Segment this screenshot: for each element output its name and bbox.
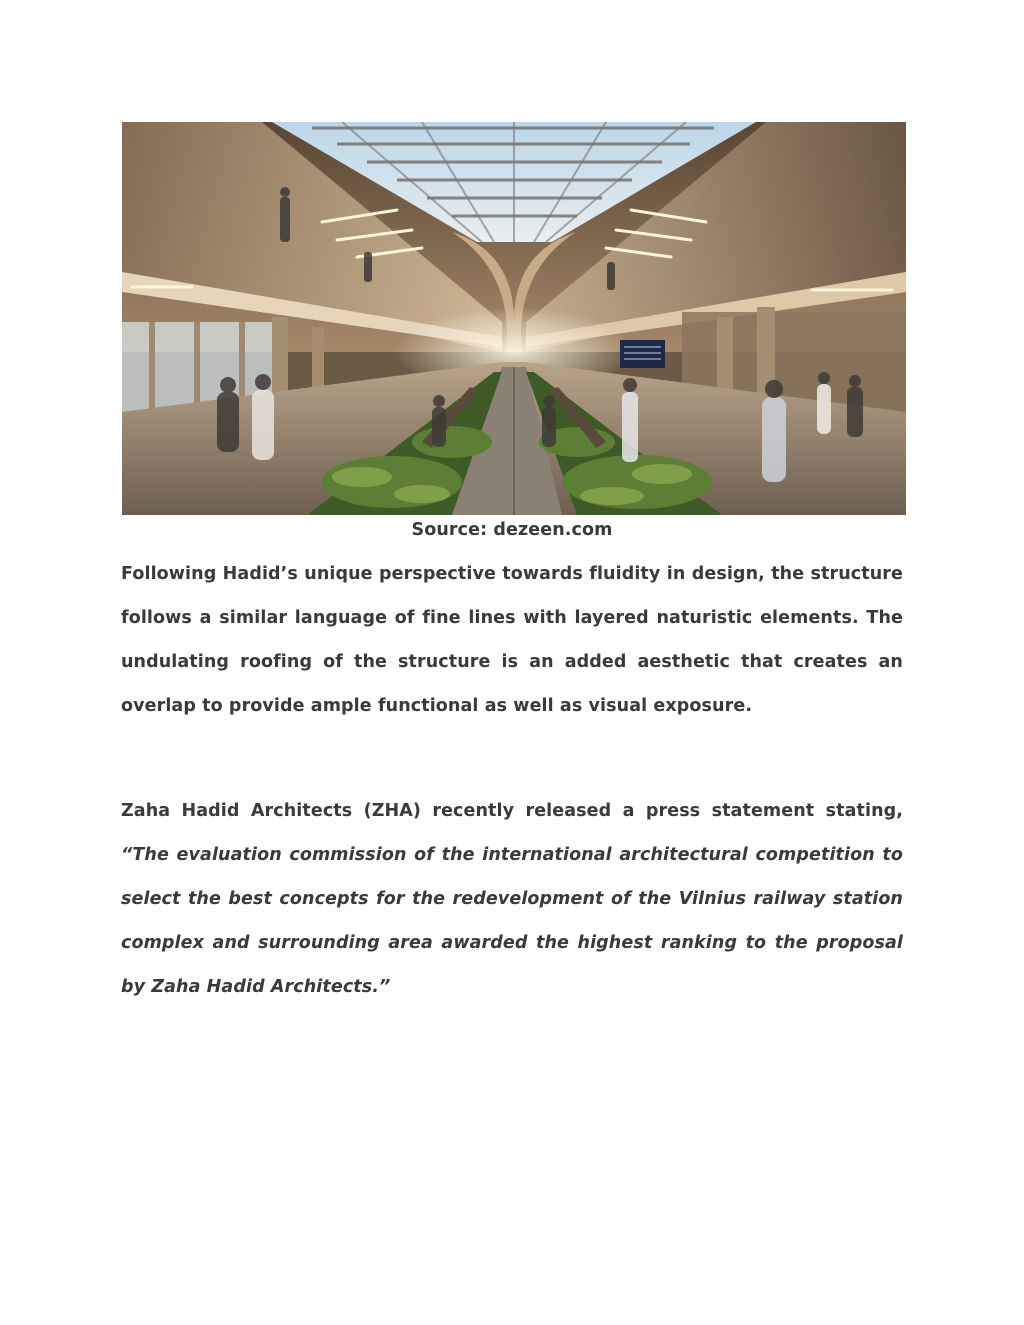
image-caption: Source: dezeen.com xyxy=(411,520,613,540)
press-statement-quote: “The evaluation commission of the international architectural competition to select the best concepts for the redevelopment of the Vilnius railway station complex and surrounding area awarded the highest ranking to the proposal by Zaha Hadid Architects.” xyxy=(121,845,903,997)
station-interior-rendering xyxy=(122,122,906,515)
press-statement-lead: Zaha Hadid Architects (ZHA) recently released a press statement stating, xyxy=(121,801,903,821)
body-paragraph-2 xyxy=(121,789,903,1009)
body-paragraph-1: Following Hadid’s unique perspective towards fluidity in design, the structure follows a similar language of fine lines with layered naturistic elements. The undulating roofing of the structure is an added aesthetic that creates an overlap to provide ample functional as well as visual exposure. xyxy=(121,564,903,716)
